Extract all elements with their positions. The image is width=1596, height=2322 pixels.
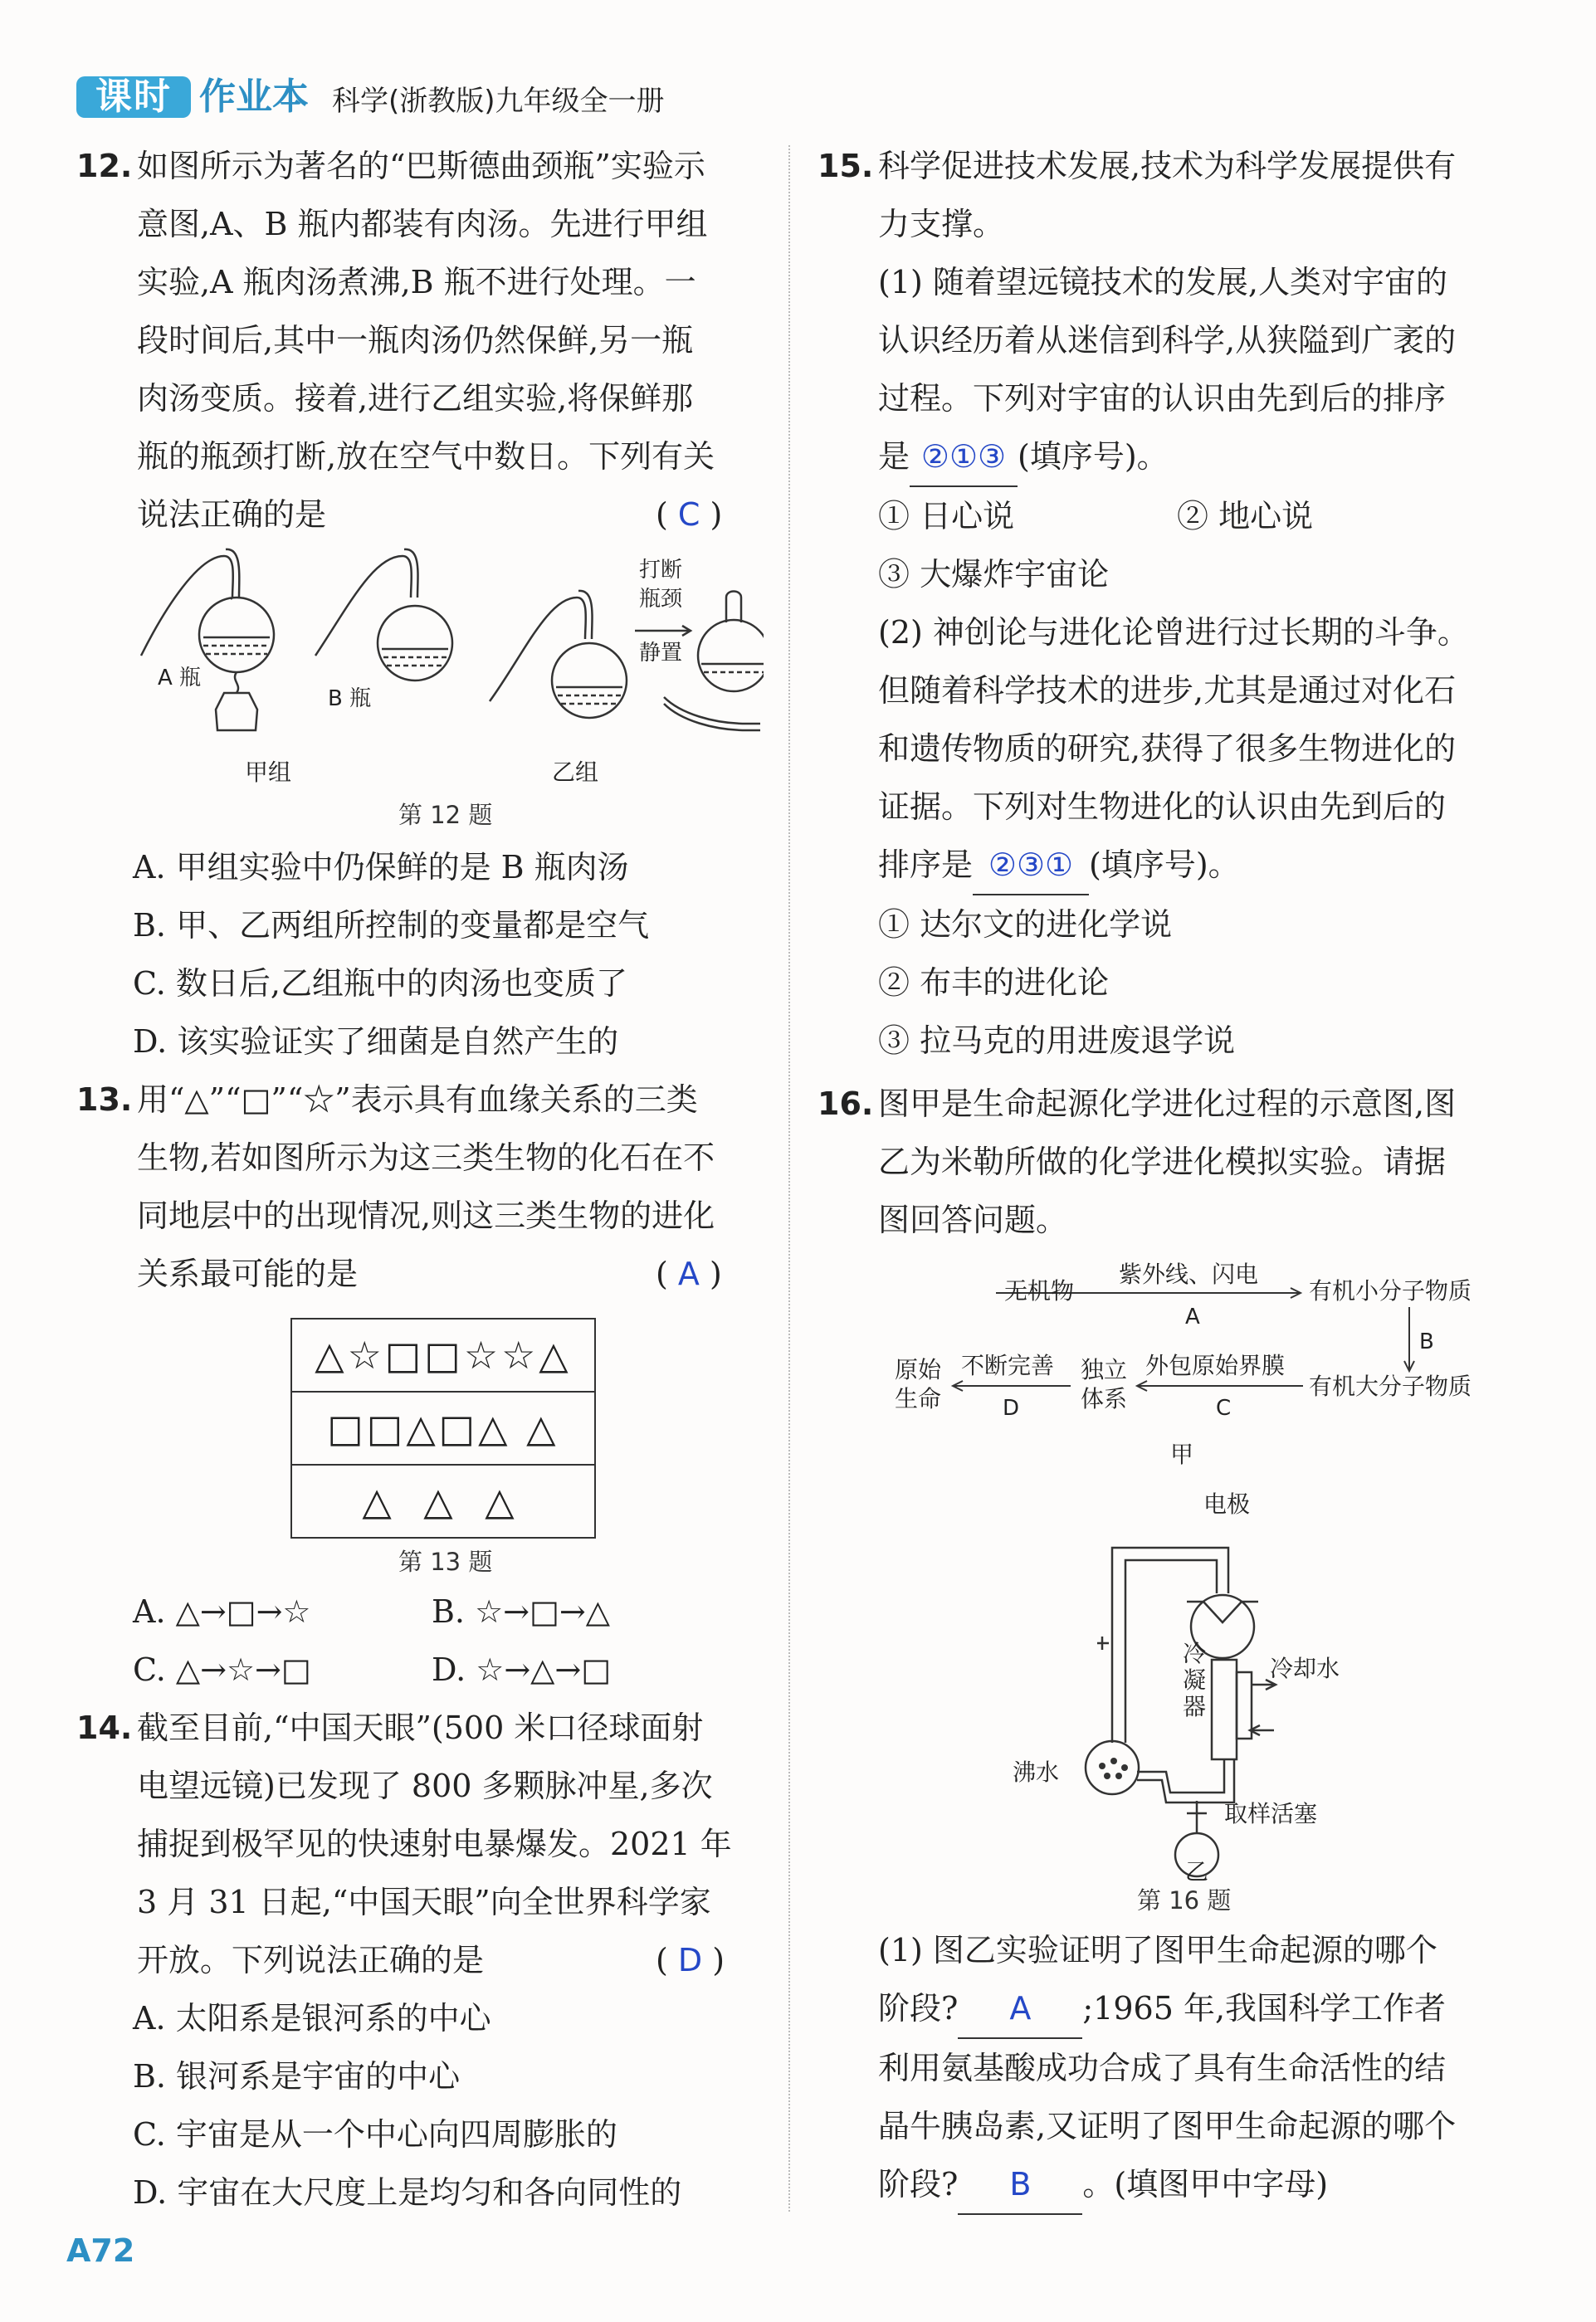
q14-line: 开放。下列说法正确的是 [137,1942,485,1978]
q14-answer: D [677,1942,703,1978]
large-organic-label: 有机大分子物质 [1309,1373,1472,1400]
q14-line: 截至目前,“中国天眼”(500 米口径球面射 [137,1710,704,1746]
group-2-label: 乙组 [552,759,599,786]
q16-caption: 第 16 题 [1137,1886,1232,1915]
q14-option[interactable]: A. 太阳系是银河系的中心 [133,2000,491,2037]
page-number: A72 [66,2232,135,2269]
q16-line: 乙为米勒所做的化学进化模拟实验。请据 [878,1144,1447,1180]
q12-line: 肉汤变质。接着,进行乙组实验,将保鲜那 [137,380,694,417]
q14-options [133,1989,780,2222]
q15-p2-option: ② 布丰的进化论 [878,964,1110,1001]
q15-number: 15. [818,148,874,184]
q15-p1-fill-line [878,427,1534,487]
stage-a-label: A [1185,1305,1200,1329]
brand-logo: 课时 [76,76,191,118]
sampling-valve-label: 取样活塞 [1224,1800,1318,1827]
q16-s1-prefix: 阶段? [878,1990,959,2027]
q13-strata-figure [290,1318,596,1539]
q13-line: 同地层中的出现情况,则这三类生物的进化 [137,1198,715,1234]
book-title: 作业本 [199,76,309,118]
q15-line: 证据。下列对生物进化的认识由先到后的 [878,788,1447,825]
q12-option[interactable]: D. 该实验证实了细菌是自然产生的 [133,1023,619,1060]
primitive-life-label-2: 生命 [895,1385,942,1412]
q12-number: 12. [76,148,133,184]
q15-p1-answer[interactable]: ②①③ [910,427,1018,487]
q14-answer-slot: ( D ) [656,1942,725,1978]
condenser-label-1: 冷 [1183,1640,1207,1667]
uv-lightning-label: 紫外线、闪电 [1119,1261,1259,1288]
q13-caption: 第 13 题 [398,1548,493,1576]
q16-subquestion-1 [878,1921,1542,2215]
q16-fill-line-1 [878,1979,1542,2039]
q13-line: 用“△”“□”“☆”表示具有血缘关系的三类 [137,1081,698,1118]
inorganic-label: 无机物 [1004,1277,1075,1305]
q12-line: 意图,A、B 瓶内都装有肉汤。先进行甲组 [137,206,708,242]
q12-figure [133,539,764,805]
independent-label-1: 独立 [1081,1356,1128,1383]
q12-option[interactable]: A. 甲组实验中仍保鲜的是 B 瓶肉汤 [133,849,629,885]
q14-option[interactable]: D. 宇宙在大尺度上是均匀和各向同性的 [133,2174,682,2211]
q16-s1-suffix: ;1965 年,我国科学工作者 [1082,1990,1447,2027]
figure-a-label: 甲 [1170,1441,1194,1468]
q13-option-a[interactable]: A. △→□→☆ [133,1593,311,1630]
q15-line: 和遗传物质的研究,获得了很多生物进化的 [878,730,1457,767]
electrode-label: 电极 [1203,1490,1251,1518]
q12-line: 说法正确的是 [137,496,327,533]
q12-answer-slot: ( C ) [656,496,723,533]
q15-line: 认识经历着从迷信到科学,从狭隘到广袤的 [878,322,1457,359]
q16-s2-suffix: 。(填图甲中字母) [1082,2166,1329,2202]
stratum-middle: □□△□△ △ [292,1393,594,1466]
q16-line: 晶牛胰岛素,又证明了图甲生命起源的哪个 [878,2108,1457,2144]
q16-s1-answer[interactable]: A [958,1979,1082,2039]
q12-caption: 第 12 题 [398,801,493,829]
q12-line: 瓶的瓶颈打断,放在空气中数日。下列有关 [137,438,715,475]
q12-options [133,838,780,1071]
q16-line: 利用氨基酸成功合成了具有生命活性的结 [878,2050,1447,2086]
stage-c-label: C [1216,1396,1232,1421]
rest-label: 静置 [639,641,683,666]
q12-line: 如图所示为著名的“巴斯德曲颈瓶”实验示 [137,148,705,184]
q15-p2-option: ① 达尔文的进化学说 [878,906,1173,943]
q13-answer-slot: ( A ) [656,1256,722,1292]
stage-b-label: B [1419,1329,1434,1354]
q13-option-d[interactable]: D. ☆→△→□ [432,1651,612,1688]
q14-line: 捕捉到极罕见的快速射电暴爆发。2021 年 [137,1826,732,1862]
column-divider [788,145,790,2212]
q15-p2-fill-line [878,836,1534,895]
cut-neck-label-2: 瓶颈 [639,587,683,612]
q12-option[interactable]: B. 甲、乙两组所控制的变量都是空气 [133,907,650,944]
q12-option[interactable]: C. 数日后,乙组瓶中的肉汤也变质了 [133,965,627,1002]
independent-label-2: 体系 [1081,1385,1128,1412]
condenser-label-2: 凝 [1183,1666,1207,1694]
primitive-life-label-1: 原始 [895,1356,942,1383]
stage-d-label: D [1003,1396,1020,1421]
q15-p2-answer[interactable]: ②③① [973,836,1089,895]
q16-line: (1) 图乙实验证明了图甲生命起源的哪个 [878,1932,1437,1968]
cut-neck-label-1: 打断 [639,558,683,583]
boiling-water-label: 沸水 [1013,1759,1060,1786]
q14-number: 14. [76,1710,133,1746]
q16-figure-a [871,1245,1502,1477]
q14-line: 电望远镜)已发现了 800 多颗脉冲星,多次 [137,1768,713,1804]
q13-line: 关系最可能的是 [137,1256,359,1292]
q13-line: 生物,若如图所示为这三类生物的化石在不 [137,1139,715,1176]
q15-p2-option: ③ 拉马克的用进废退学说 [878,1022,1236,1059]
q15-line: 科学促进技术发展,技术为科学发展提供有 [878,148,1457,184]
cooling-water-label: 冷却水 [1270,1655,1340,1682]
q15-line: (2) 神创论与进化论曾进行过长期的斗争。 [878,614,1469,651]
figure-b-label: 乙 [1185,1858,1209,1884]
q16-s2-prefix: 阶段? [878,2166,959,2202]
q16-figure-b [1004,1485,1386,1884]
small-organic-label: 有机小分子物质 [1309,1277,1472,1305]
q13-option-c[interactable]: C. △→☆→□ [133,1651,311,1688]
flask-b-label: B 瓶 [328,686,372,711]
q15-p1-option: ② 地心说 [1177,498,1314,534]
stratum-bottom: △ △ △ [362,1479,525,1524]
q14-option[interactable]: C. 宇宙是从一个中心向四周膨胀的 [133,2116,617,2153]
q15-p1-prefix: 是 [878,438,910,475]
q16-line: 图回答问题。 [878,1202,1068,1238]
q16-stem [878,1075,1534,1249]
q15-line: 力支撑。 [878,206,1005,242]
q15-p2-prefix: 排序是 [878,846,974,883]
q12-answer: C [677,496,700,533]
stratum-top: △☆□□☆☆△ [292,1320,594,1393]
q16-s2-answer[interactable]: B [958,2155,1082,2215]
perfecting-label: 不断完善 [961,1352,1055,1379]
q16-line: 图甲是生命起源化学进化过程的示意图,图 [878,1085,1457,1122]
q15-line: 过程。下列对宇宙的认识由先到后的排序 [878,380,1447,417]
q15-p2-suffix: (填序号)。 [1089,846,1240,883]
book-subtitle: 科学(浙教版)九年级全一册 [332,85,665,118]
q13-option-b[interactable]: B. ☆→□→△ [432,1593,610,1630]
membrane-label: 外包原始界膜 [1145,1352,1286,1379]
q12-stem [137,137,768,544]
q16-fill-line-2 [878,2155,1542,2215]
q15-line: (1) 随着望远镜技术的发展,人类对宇宙的 [878,264,1447,300]
q13-answer: A [677,1256,700,1292]
q15-p1-option: ① 日心说 [878,498,1015,534]
q15-p1-suffix: (填序号)。 [1018,438,1169,475]
q15-p1-option: ③ 大爆炸宇宙论 [878,556,1110,593]
q12-line: 段时间后,其中一瓶肉汤仍然保鲜,另一瓶 [137,322,694,359]
q14-option[interactable]: B. 银河系是宇宙的中心 [133,2058,461,2095]
condenser-label-3: 器 [1183,1693,1207,1720]
q12-line: 实验,A 瓶肉汤煮沸,B 瓶不进行处理。一 [137,264,696,300]
q15-line: 但随着科学技术的进步,尤其是通过对化石 [878,672,1457,709]
q14-line: 3 月 31 日起,“中国天眼”向全世界科学家 [137,1884,711,1920]
q15-stem [878,137,1534,1070]
group-1-label: 甲组 [245,759,292,786]
flask-a-label: A 瓶 [158,666,202,690]
q16-number: 16. [818,1085,874,1122]
q13-number: 13. [76,1081,133,1118]
q15-p1-options-row [878,487,1534,545]
